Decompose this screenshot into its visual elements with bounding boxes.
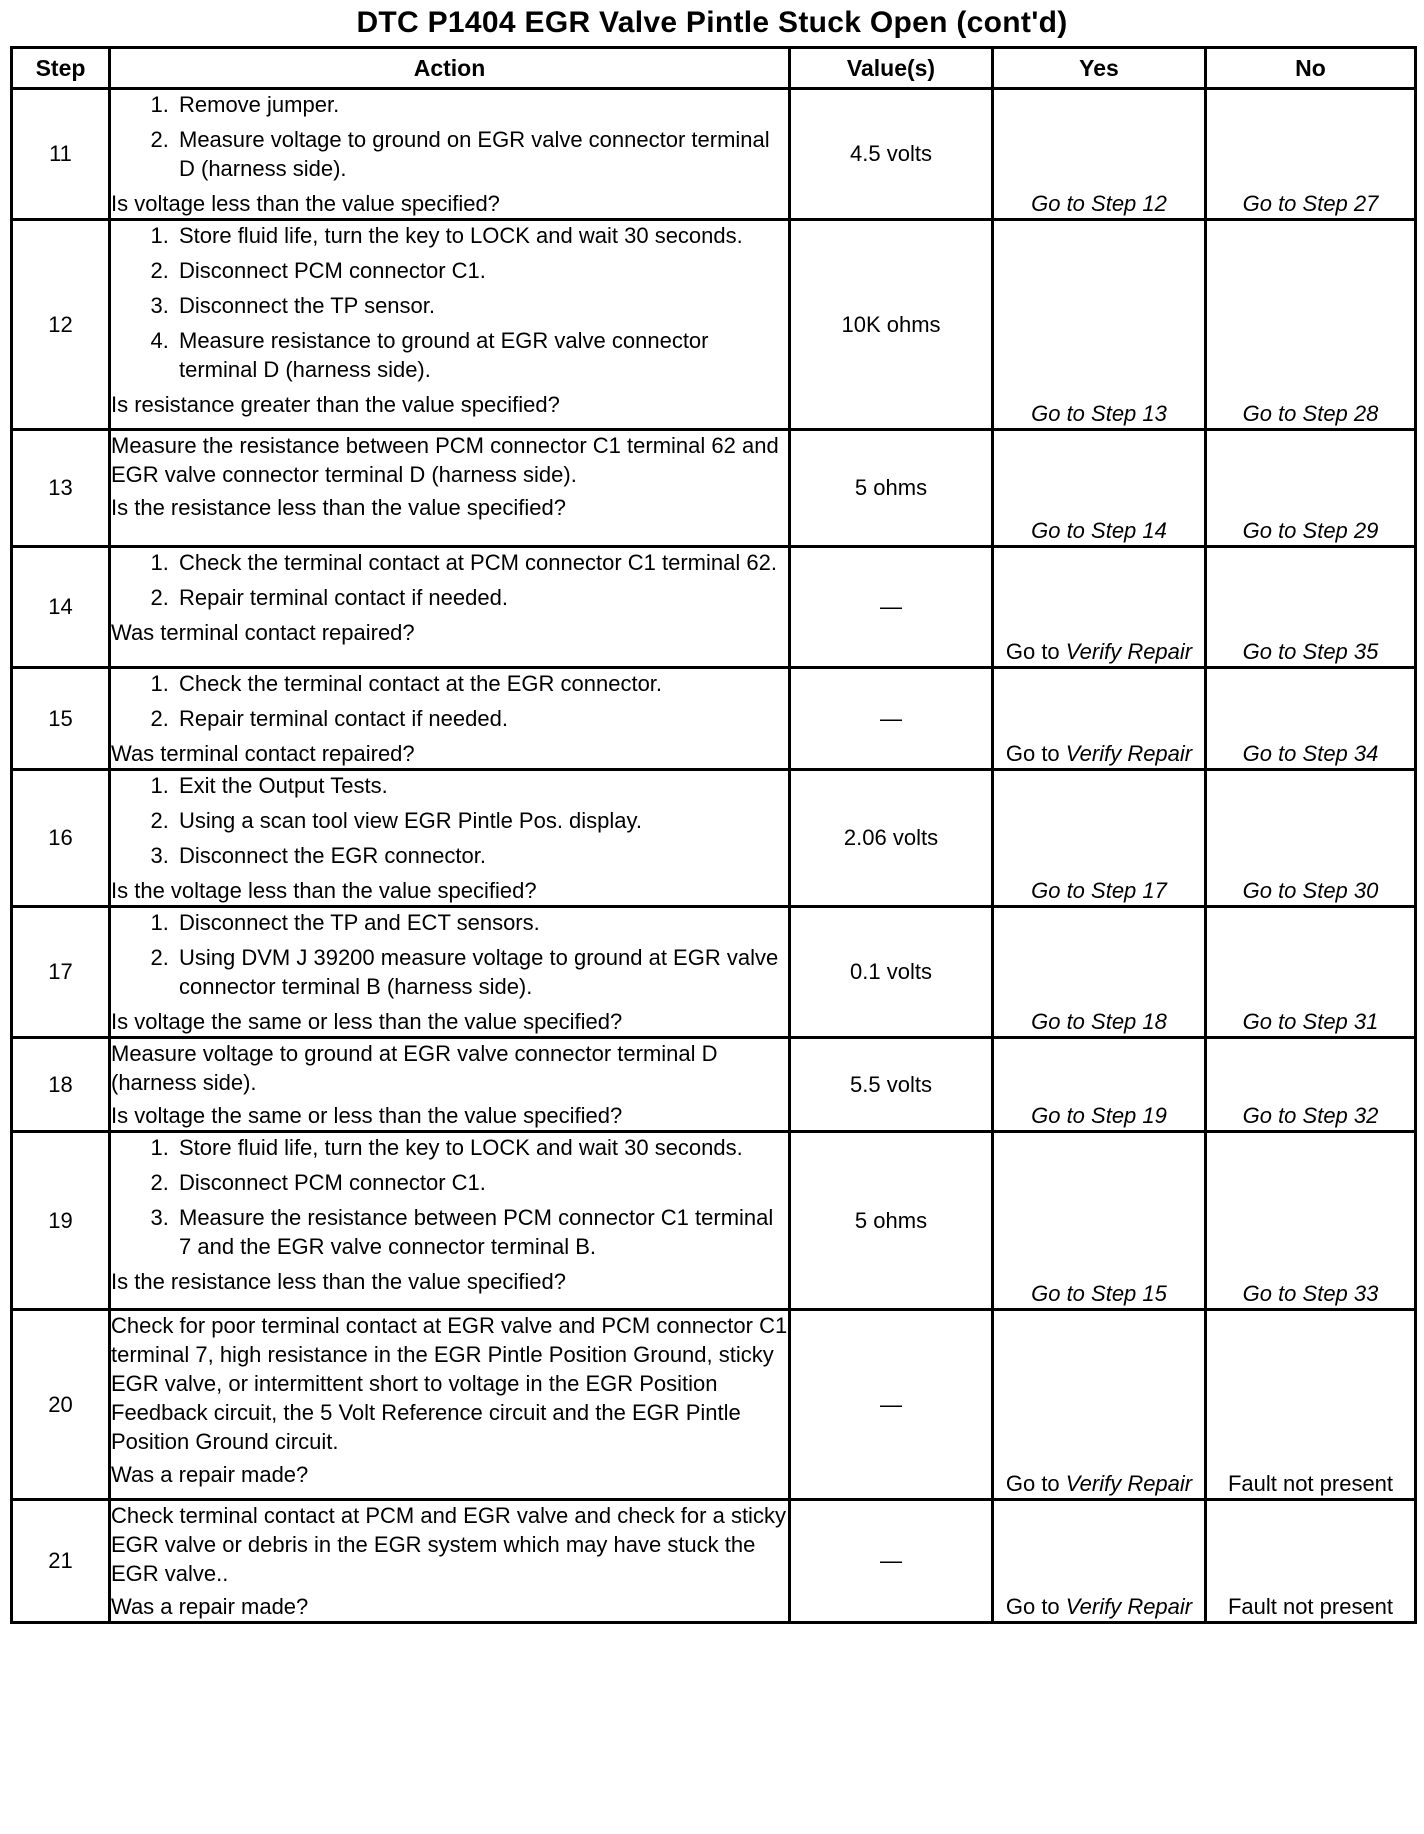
table-row [12,1500,1416,1623]
table-row [12,668,1416,770]
yes-target: Go to Step 12 [1031,191,1167,216]
value-cell: — [790,1310,993,1500]
action-paragraph: Measure voltage to ground at EGR valve connector terminal D (harness side). [111,1041,718,1095]
yes-prefix: Go to [1005,639,1066,664]
action-question: Was a repair made? [111,1594,309,1619]
action-step: 1. Store fluid life, turn the key to LOCK and wait 30 seconds. [175,221,788,250]
yes-cell [993,907,1206,1038]
action-step: 4. Measure resistance to ground at EGR valve connector terminal D (harness side). [175,326,788,384]
value-cell: 5 ohms [790,1132,993,1310]
step-number: 18 [12,1038,110,1132]
step-number: 14 [12,547,110,668]
header-step: Step [12,48,110,89]
yes-target: Go to Step 14 [1031,518,1167,543]
step-number: 17 [12,907,110,1038]
table-row [12,1310,1416,1500]
action-cell [110,89,790,220]
no-target: Go to Step 32 [1242,1103,1379,1128]
no-cell [1206,907,1416,1038]
header-no: No [1206,48,1416,89]
action-step: 1. Disconnect the TP and ECT sensors. [175,908,788,937]
action-step: 1. Exit the Output Tests. [175,771,788,800]
yes-cell [993,1132,1206,1310]
value-cell: 5 ohms [790,430,993,547]
table-row [12,430,1416,547]
table-body [12,89,1416,1623]
action-cell [110,547,790,668]
action-cell [110,1500,790,1623]
yes-cell [993,1310,1206,1500]
no-target: Go to Step 30 [1242,878,1379,903]
action-step: 2. Repair terminal contact if needed. [175,704,788,733]
header-value: Value(s) [790,48,993,89]
action-cell [110,220,790,430]
action-cell [110,1310,790,1500]
no-target: Go to Step 28 [1242,401,1379,426]
step-number: 13 [12,430,110,547]
action-cell [110,668,790,770]
yes-cell [993,547,1206,668]
action-question: Was terminal contact repaired? [111,620,415,645]
action-question: Was terminal contact repaired? [111,741,415,766]
action-steps-list [111,669,788,733]
yes-target: Verify Repair [1065,1471,1193,1496]
action-cell [110,770,790,907]
action-step: 2. Measure voltage to ground on EGR valve connector terminal D (harness side). [175,125,788,183]
action-steps-list [111,221,788,384]
yes-prefix: Go to [1005,741,1066,766]
no-target: Go to Step 33 [1242,1281,1379,1306]
table-row [12,1132,1416,1310]
table-row [12,547,1416,668]
action-cell [110,1132,790,1310]
action-step: 2. Disconnect PCM connector C1. [175,256,788,285]
value-cell: 0.1 volts [790,907,993,1038]
header-row [12,48,1416,89]
no-target: Fault not present [1227,1471,1394,1496]
action-question: Is the voltage less than the value specified? [111,878,537,903]
step-number: 11 [12,89,110,220]
step-number: 15 [12,668,110,770]
step-number: 16 [12,770,110,907]
yes-target: Go to Step 15 [1031,1281,1167,1306]
action-step: 2. Repair terminal contact if needed. [175,583,788,612]
action-question: Is resistance greater than the value specified? [111,392,560,417]
no-target: Go to Step 29 [1242,518,1379,543]
yes-prefix: Go to [1005,1594,1066,1619]
action-question: Was a repair made? [111,1462,309,1487]
yes-cell [993,89,1206,220]
action-question: Is voltage the same or less than the value specified? [111,1103,623,1128]
no-target: Go to Step 35 [1242,639,1379,664]
action-question: Is the resistance less than the value specified? [111,1269,566,1294]
action-step: 3. Disconnect the TP sensor. [175,291,788,320]
action-question: Is the resistance less than the value specified? [111,495,566,520]
value-cell: — [790,547,993,668]
yes-target: Go to Step 13 [1031,401,1167,426]
diagnostic-table [10,46,1417,1624]
no-cell [1206,220,1416,430]
table-row [12,770,1416,907]
value-cell: — [790,668,993,770]
action-question: Is voltage the same or less than the value specified? [111,1009,623,1034]
yes-cell [993,1500,1206,1623]
action-step: 3. Disconnect the EGR connector. [175,841,788,870]
action-steps-list [111,548,788,612]
action-steps-list [111,90,788,183]
no-target: Go to Step 31 [1242,1009,1379,1034]
yes-target: Verify Repair [1065,1594,1193,1619]
action-step: 1. Check the terminal contact at the EGR connector. [175,669,788,698]
table-row [12,1038,1416,1132]
yes-target: Verify Repair [1065,741,1193,766]
table-row [12,220,1416,430]
action-cell [110,1038,790,1132]
action-step: 2. Using a scan tool view EGR Pintle Pos. display. [175,806,788,835]
no-cell [1206,1310,1416,1500]
yes-target: Go to Step 17 [1031,878,1167,903]
action-paragraph: Measure the resistance between PCM connector C1 terminal 62 and EGR valve connector terminal D (harness side). [111,433,779,487]
value-cell: 4.5 volts [790,89,993,220]
yes-target: Verify Repair [1065,639,1193,664]
value-cell: 2.06 volts [790,770,993,907]
yes-target: Go to Step 18 [1031,1009,1167,1034]
value-cell: 5.5 volts [790,1038,993,1132]
no-target: Fault not present [1227,1594,1394,1619]
no-cell [1206,547,1416,668]
action-steps-list [111,1133,788,1261]
action-cell [110,430,790,547]
action-question: Is voltage less than the value specified? [111,191,500,216]
action-step: 1. Remove jumper. [175,90,788,119]
step-number: 19 [12,1132,110,1310]
no-cell [1206,89,1416,220]
header-action: Action [110,48,790,89]
no-cell [1206,770,1416,907]
no-cell [1206,1500,1416,1623]
action-paragraph: Check terminal contact at PCM and EGR valve and check for a sticky EGR valve or debris in the EGR system which may have stuck the EGR valve.. [111,1503,786,1586]
page-title: DTC P1404 EGR Valve Pintle Stuck Open (cont'd) [356,6,1068,39]
action-cell [110,907,790,1038]
header-yes: Yes [993,48,1206,89]
no-target: Go to Step 34 [1242,741,1379,766]
action-step: 1. Store fluid life, turn the key to LOCK and wait 30 seconds. [175,1133,788,1162]
yes-cell [993,220,1206,430]
yes-cell [993,1038,1206,1132]
step-number: 20 [12,1310,110,1500]
action-step: 3. Measure the resistance between PCM connector C1 terminal 7 and the EGR valve connector terminal B. [175,1203,788,1261]
table-row [12,89,1416,220]
no-cell [1206,1132,1416,1310]
yes-target: Go to Step 19 [1031,1103,1167,1128]
no-target: Go to Step 27 [1242,191,1379,216]
no-cell [1206,430,1416,547]
value-cell: — [790,1500,993,1623]
value-cell: 10K ohms [790,220,993,430]
yes-cell [993,430,1206,547]
action-steps-list [111,908,788,1001]
action-step: 2. Disconnect PCM connector C1. [175,1168,788,1197]
yes-cell [993,770,1206,907]
step-number: 21 [12,1500,110,1623]
action-steps-list [111,771,788,870]
no-cell [1206,668,1416,770]
yes-prefix: Go to [1005,1471,1066,1496]
no-cell [1206,1038,1416,1132]
action-step: 1. Check the terminal contact at PCM connector C1 terminal 62. [175,548,788,577]
action-paragraph: Check for poor terminal contact at EGR valve and PCM connector C1 terminal 7, high resistance in the EGR Pintle Position Ground, sticky EGR valve, or intermittent short to voltage in the EGR Position Feedback circuit, the 5 Volt Reference circuit and the EGR Pintle Position Ground circuit. [111,1313,788,1454]
yes-cell [993,668,1206,770]
action-step: 2. Using DVM J 39200 measure voltage to ground at EGR valve connector terminal B (harness side). [175,943,788,1001]
step-number: 12 [12,220,110,430]
table-row [12,907,1416,1038]
